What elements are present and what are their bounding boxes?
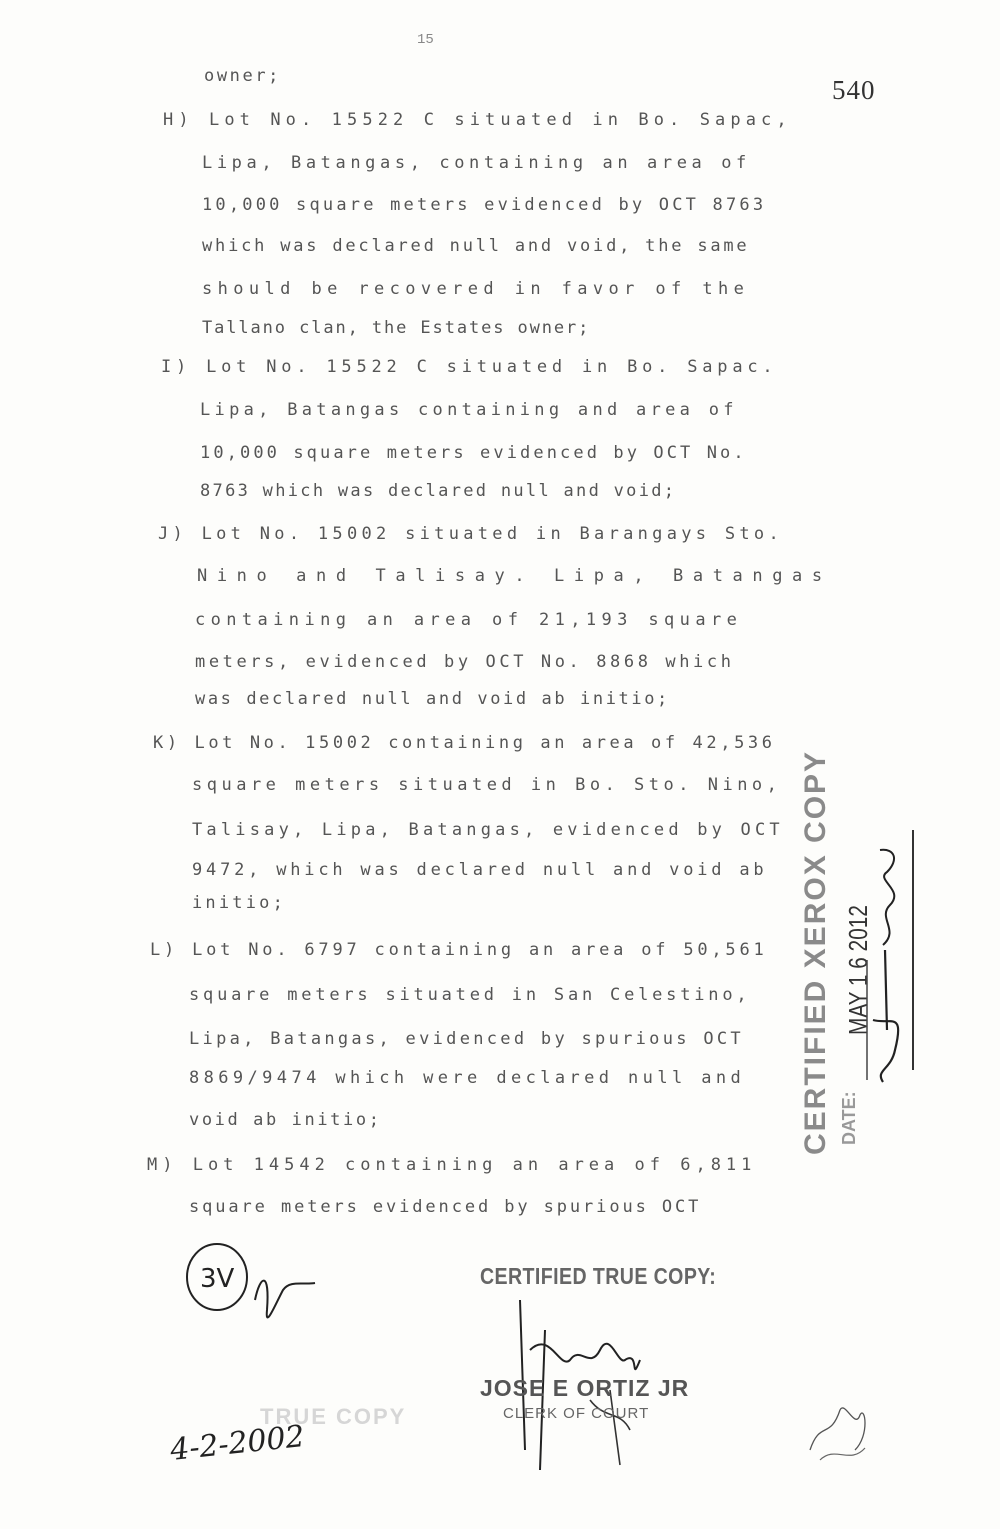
clerk-title: CLERK OF COURT [503, 1405, 650, 1422]
body-line: 10,000 square meters evidenced by OCT No. [200, 443, 747, 463]
page-number-right: 540 [832, 75, 876, 105]
certified-true-copy-heading: CERTIFIED TRUE COPY: [480, 1263, 717, 1289]
clerk-name: JOSE E ORTIZ JR [480, 1375, 690, 1401]
certified-xerox-stamp [795, 749, 935, 1160]
body-line: H) Lot No. 15522 C situated in Bo. Sapac, [163, 110, 792, 130]
body-line: M) Lot 14542 containing an area of 6,811 [147, 1155, 757, 1175]
body-line: 9472, which was declared null and void ab [192, 860, 768, 880]
body-line: Talisay, Lipa, Batangas, evidenced by OCT [192, 820, 784, 840]
body-line: square meters evidenced by spurious OCT [189, 1197, 702, 1217]
body-line: K) Lot No. 15002 containing an area of 42,536 [153, 733, 776, 753]
body-line: Lipa, Batangas containing and area of [200, 400, 738, 420]
body-line: which was declared null and void, the same [202, 236, 750, 256]
body-line: square meters situated in Bo. Sto. Nino, [192, 775, 782, 795]
body-line: should be recovered in favor of the [202, 279, 750, 299]
body-line: initio; [192, 893, 287, 913]
body-line: Nino and Talisay. Lipa, Batangas [197, 566, 832, 586]
body-line: was declared null and void ab initio; [195, 689, 670, 709]
body-line: void ab initio; [189, 1110, 382, 1130]
svg-text:3V: 3V [200, 1264, 235, 1294]
body-line: 10,000 square meters evidenced by OCT 8763 [202, 195, 767, 215]
body-line: Lipa, Batangas, containing an area of [202, 153, 751, 173]
stamp-date: MAY 1 6 2012 [843, 905, 873, 1035]
body-line: containing an area of 21,193 square [195, 610, 743, 630]
corner-scribble [800, 1390, 880, 1470]
body-line: square meters situated in San Celestino, [189, 985, 751, 1005]
handwritten-date: 4-2-2002 [168, 1419, 307, 1468]
stamp-date-label: DATE: [839, 1091, 859, 1145]
body-line: Tallano clan, the Estates owner; [202, 318, 591, 338]
faint-stamp-label: TRUE COPY [260, 1404, 407, 1429]
margin-initials [175, 1235, 335, 1345]
body-line: meters, evidenced by OCT No. 8868 which [195, 652, 735, 672]
stamp-signature [795, 820, 935, 1160]
body-line: owner; [204, 66, 282, 86]
body-line: J) Lot No. 15002 situated in Barangays Sto. [158, 524, 783, 544]
page-number-top: 15 [417, 32, 434, 48]
faint-true-copy-stamp [150, 1400, 450, 1470]
body-line: 8763 which was declared null and void; [200, 481, 677, 501]
body-line: Lipa, Batangas, evidenced by spurious OCT [189, 1029, 744, 1049]
stamp-label: CERTIFIED XEROX COPY [799, 749, 832, 1155]
body-line: 8869/9474 which were declared null and [189, 1068, 746, 1088]
body-line: I) Lot No. 15522 C situated in Bo. Sapac. [161, 357, 778, 377]
body-line: L) Lot No. 6797 containing an area of 50,561 [150, 940, 768, 960]
